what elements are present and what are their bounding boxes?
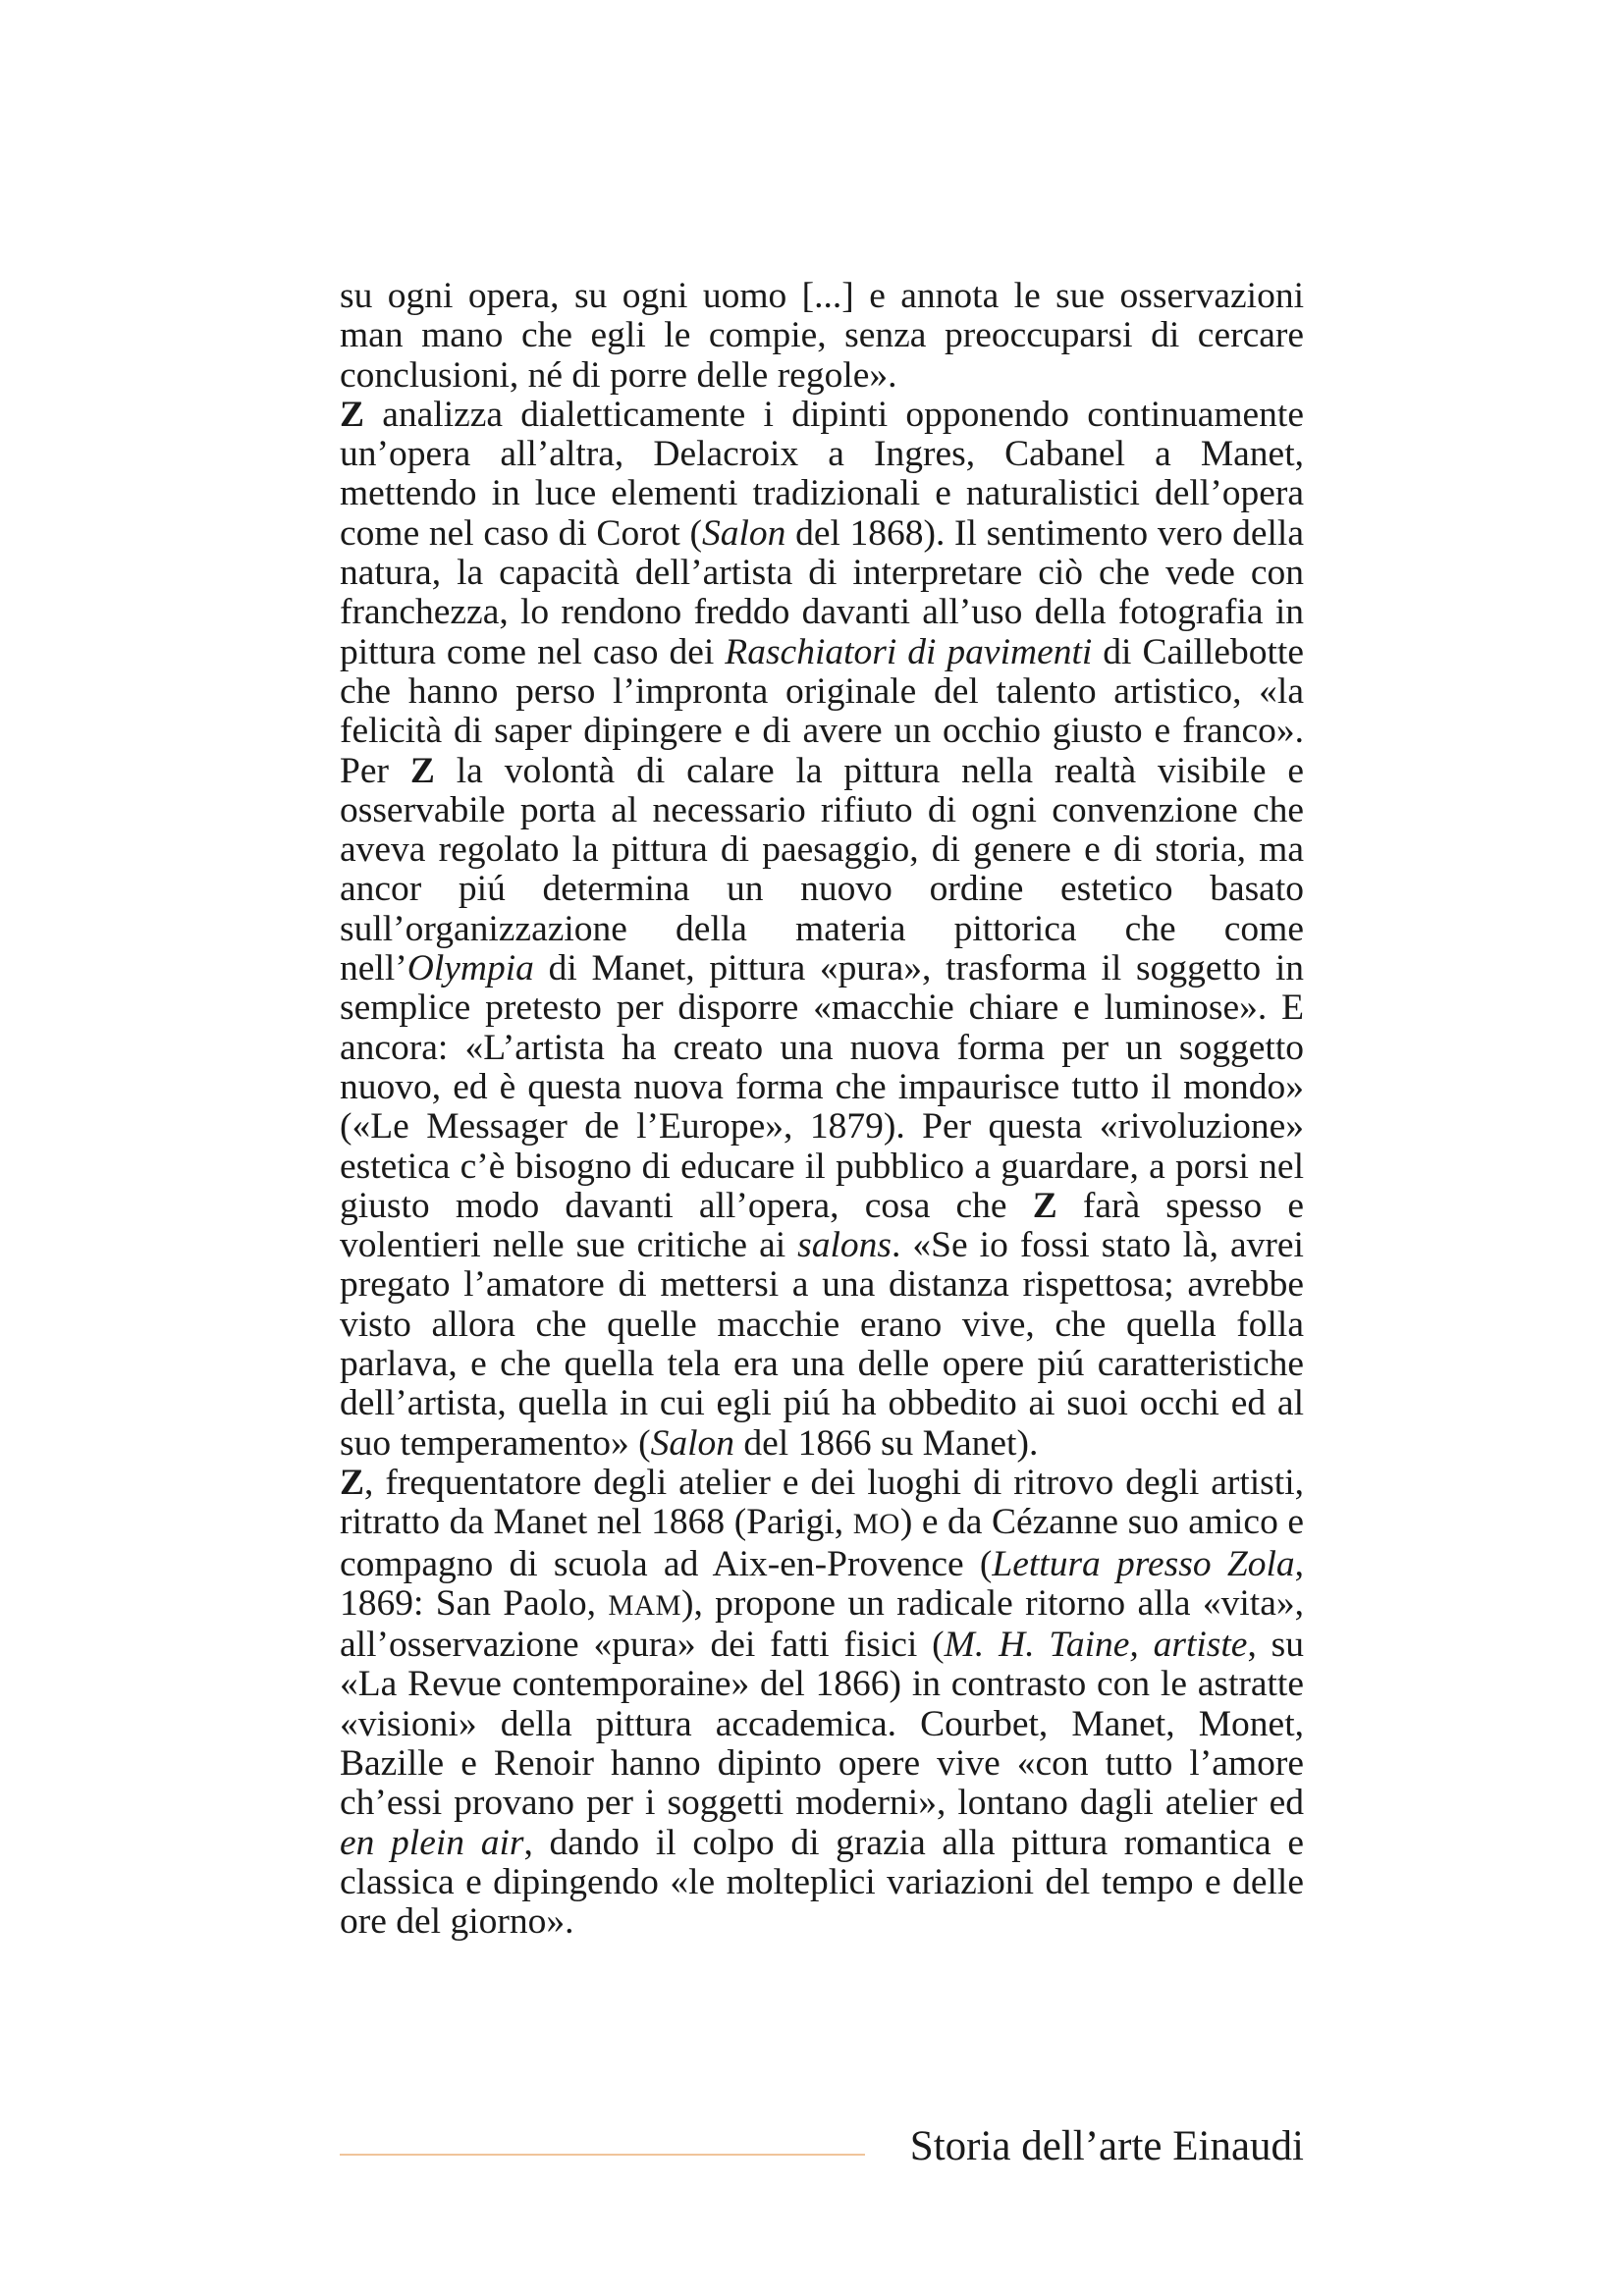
italic-term: salons [797, 1225, 893, 1266]
museum-abbreviation: MAM [608, 1589, 681, 1622]
paragraph-1 [340, 277, 1304, 396]
text-run: , 1869: San Paolo, [340, 1543, 1304, 1624]
italic-title: Lettura presso Zola [992, 1543, 1295, 1584]
italic-title: Raschiatori di pavimenti [725, 631, 1093, 672]
museum-abbreviation: MO [852, 1509, 900, 1541]
paragraph-3 [340, 1464, 1304, 1943]
text-run: ), propone un radicale ritorno alla «vita», all’osservazione «pura» dei fatti fisici ( [340, 1582, 1304, 1666]
text-run: del 1866 su Manet). [734, 1422, 1039, 1464]
text-run: farà spesso e volentieri nelle sue critiche ai [340, 1185, 1304, 1266]
text-run: analizza dialetticamente i dipinti opponendo continuamente un’opera all’altra, Delacroix a Ingres, Cabanel a Manet, mettendo in luce elementi tradizionali e naturalistici dell’opera come nel caso di Corot ( [340, 394, 1304, 554]
author-abbreviation: Z [1032, 1185, 1057, 1226]
text-run: di Caillebotte che hanno perso l’impronta originale del talento artistico, «la felicità di saper dipingere e di avere un occhio giusto e franco». Per [340, 631, 1304, 791]
body-text [340, 277, 1304, 1942]
page-footer [340, 2117, 1304, 2176]
footer-series-title: Storia dell’arte Einaudi [909, 2123, 1304, 2169]
paragraph-2 [340, 396, 1304, 1464]
italic-term: en plein air [340, 1822, 524, 1863]
footer-rule [340, 2154, 865, 2156]
text-run: del 1868). Il sentimento vero della natura, la capacità dell’artista di interpretare ciò che vede con franchezza, lo rendono freddo davanti all’uso della fotografia in pittura come nel caso dei [340, 512, 1304, 672]
author-abbreviation: Z [340, 1462, 365, 1503]
italic-title: Olympia [406, 948, 534, 989]
text-run: , su «La Revue contemporaine» del 1866) in contrasto con le astratte «visioni» della pittura accademica. Courbet, Manet, Monet, Bazille e Renoir hanno dipinto opere vive «con tutto l’amore ch’essi provano per i soggetti moderni», lontano dagli atelier ed [340, 1625, 1304, 1824]
author-abbreviation: Z [340, 394, 365, 435]
text-run: su ogni opera, su ogni uomo [...] e annota le sue osservazioni man mano che egli le compie, senza preoccuparsi di cercare conclusioni, né di porre delle regole». [340, 276, 1304, 396]
text-run: , dando il colpo di grazia alla pittura romantica e classica e dipingendo «le molteplici variazioni del tempo e delle ore del giorno». [340, 1822, 1305, 1943]
text-run: . «Se io fossi stato là, avrei pregato l’amatore di mettersi a una distanza rispettosa; avrebbe visto allora che quelle macchie erano vive, che quella folla parlava, e che quella tela era una delle opere piú caratteristiche dell’artista, quella in cui egli piú ha obbedito ai suoi occhi ed al suo temperamento» ( [340, 1225, 1304, 1464]
italic-title: Salon [650, 1422, 734, 1464]
text-run: , frequentatore degli atelier e dei luoghi di ritrovo degli artisti, ritratto da Manet nel 1868 (Parigi, [340, 1462, 1304, 1543]
text-run: ) e da Cézanne suo amico e compagno di scuola ad Aix-en-Provence ( [340, 1502, 1304, 1584]
italic-title: M. H. Taine, artiste [944, 1625, 1248, 1666]
author-abbreviation: Z [409, 750, 435, 791]
text-run: di Manet, pittura «pura», trasforma il soggetto in semplice pretesto per disporre «macchie chiare e luminose». E ancora: «L’artista ha creato una nuova forma per un soggetto nuovo, ed è questa nuova forma che impaurisce tutto il mondo» («Le Messager de l’Europe», 1879). Per questa «rivoluzione» estetica c’è bisogno di educare il pubblico a guardare, a porsi nel giusto modo davanti all’opera, cosa che [340, 948, 1304, 1226]
text-run: la volontà di calare la pittura nella realtà visibile e osservabile porta al necessario rifiuto di ogni convenzione che aveva regolato la pittura di paesaggio, di genere e di storia, ma ancor piú determina un nuovo ordine estetico basato sull’organizzazione della materia pittorica che come nell’ [340, 750, 1304, 989]
italic-title: Salon [702, 512, 786, 554]
